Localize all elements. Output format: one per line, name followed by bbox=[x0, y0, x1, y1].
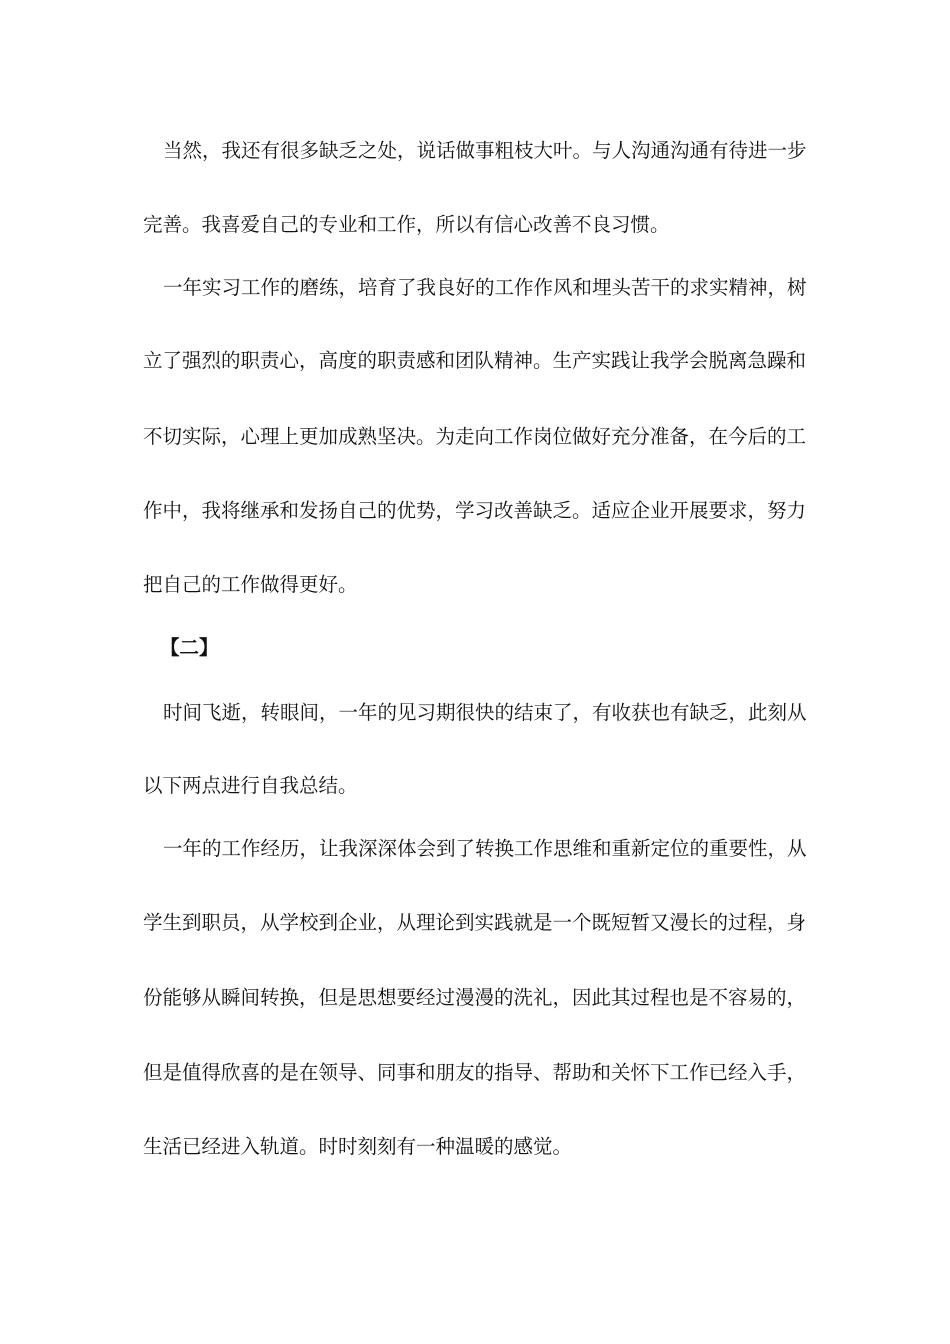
paragraph-line: 一年实习工作的磨练，培育了我良好的工作作风和埋头苦干的求实精神，树 bbox=[163, 276, 807, 299]
paragraph-line: 作中，我将继承和发扬自己的优势，学习改善缺乏。适应企业开展要求，努力 bbox=[143, 499, 807, 522]
paragraph-line: 当然，我还有很多缺乏之处，说话做事粗枝大叶。与人沟通沟通有待进一步 bbox=[163, 139, 807, 162]
paragraph-line: 份能够从瞬间转换，但是思想要经过漫漫的洗礼，因此其过程也是不容易的， bbox=[143, 986, 807, 1009]
paragraph-line: 完善。我喜爱自己的专业和工作，所以有信心改善不良习惯。 bbox=[143, 213, 670, 236]
paragraph-line: 生活已经进入轨道。时时刻刻有一种温暖的感觉。 bbox=[143, 1135, 573, 1158]
paragraph-line: 学生到职员，从学校到企业，从理论到实践就是一个既短暂又漫长的过程，身 bbox=[143, 911, 807, 934]
paragraph-line: 把自己的工作做得更好。 bbox=[143, 573, 358, 596]
paragraph-line: 以下两点进行自我总结。 bbox=[143, 774, 358, 797]
paragraph-line: 不切实际，心理上更加成熟坚决。为走向工作岗位做好充分准备，在今后的工 bbox=[143, 425, 807, 448]
paragraph-line: 立了强烈的职责心，高度的职责感和团队精神。生产实践让我学会脱离急躁和 bbox=[143, 349, 807, 372]
paragraph-line: 一年的工作经历，让我深深体会到了转换工作思维和重新定位的重要性，从 bbox=[163, 837, 807, 860]
paragraph-line: 时间飞逝，转眼间，一年的见习期很快的结束了，有收获也有缺乏，此刻从 bbox=[163, 701, 807, 724]
section-heading: 【二】 bbox=[160, 636, 219, 659]
paragraph-line: 但是值得欣喜的是在领导、同事和朋友的指导、帮助和关怀下工作已经入手， bbox=[143, 1061, 807, 1084]
